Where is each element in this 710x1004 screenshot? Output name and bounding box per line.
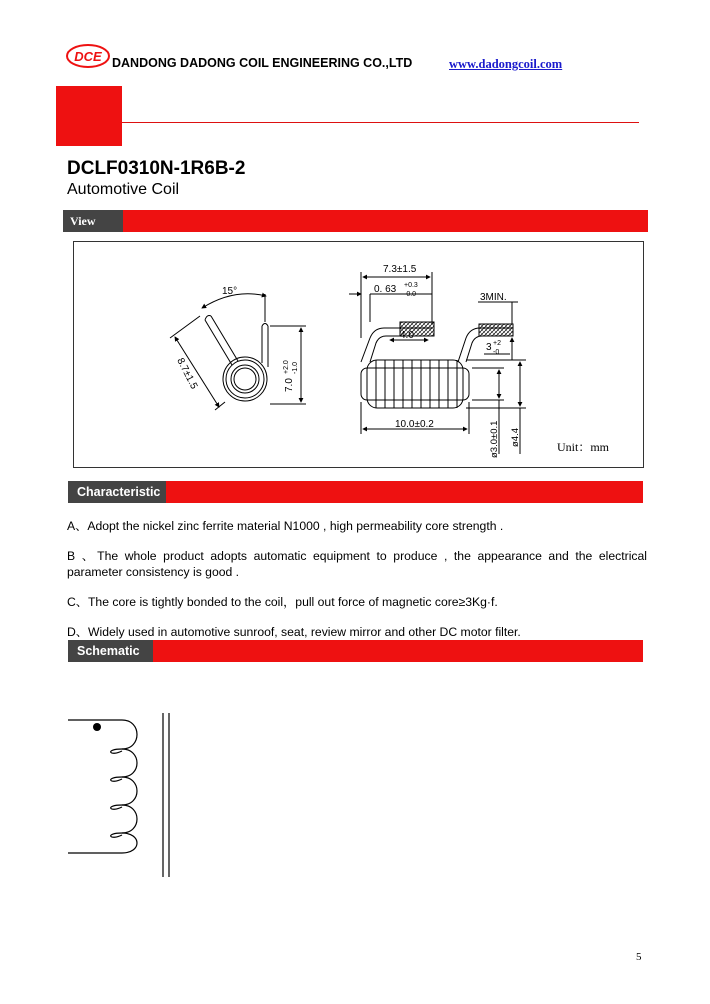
part-number: DCLF0310N-1R6B-2: [67, 158, 246, 179]
company-name: DANDONG DADONG COIL ENGINEERING CO.,LTD: [112, 56, 413, 70]
svg-text:0. 63: 0. 63: [374, 284, 397, 295]
schematic-section-title: Schematic: [68, 640, 153, 662]
view-section-bar: [63, 210, 648, 232]
unit-label: Unit：mm: [557, 440, 610, 454]
min-spec-label: 3MIN.: [480, 292, 507, 303]
view-section-title: View: [63, 210, 123, 232]
schematic-section-bar: [68, 640, 643, 662]
lead-length-label: 7.3±1.5: [383, 264, 417, 275]
characteristic-item-d: D、Widely used in automotive sunroof, seat, review mirror and other DC motor filter.: [67, 625, 521, 639]
polarity-dot: [93, 723, 101, 731]
outer-diameter-label: ø4.4: [510, 427, 521, 447]
characteristic-item-b: B 、The whole product adopts automatic equipment to produce , the appearance and the electrical parameter consistency is good .: [67, 549, 647, 579]
height-dim-label: [283, 360, 299, 392]
angle-label: 15°: [222, 286, 238, 297]
characteristic-section-title: Characteristic: [68, 481, 166, 503]
logo-text: DCE: [74, 49, 102, 64]
core-diameter-label: ø3.0±0.1: [489, 420, 500, 458]
svg-text:-0.0: -0.0: [404, 291, 417, 298]
svg-text:-1.0: -1.0: [292, 361, 299, 374]
characteristic-item-a: A、Adopt the nickel zinc ferrite material N1000 , high permeability core strength .: [67, 519, 504, 533]
dimension-drawing: [73, 241, 644, 468]
svg-text:+2: +2: [493, 340, 501, 347]
inductor-schematic: [60, 705, 190, 885]
svg-text:7.0: 7.0: [284, 378, 295, 392]
company-logo: [66, 44, 110, 68]
body-length-label: 10.0±0.2: [395, 419, 434, 430]
website-link[interactable]: www.dadongcoil.com: [449, 57, 563, 71]
lead-offset-label: [374, 282, 418, 298]
svg-text:+2.0: +2.0: [283, 360, 290, 374]
brand-block: [56, 86, 122, 146]
characteristic-item-c: C、The core is tightly bonded to the coil，pull out force of magnetic core≥3Kg·f.: [67, 595, 498, 609]
svg-text:+0.3: +0.3: [404, 282, 418, 289]
svg-text:3: 3: [486, 342, 492, 353]
svg-text:-0: -0: [493, 349, 500, 356]
leg-length-label: 8.7±1.5: [174, 356, 200, 392]
product-type: Automotive Coil: [67, 181, 180, 198]
page-number: 5: [636, 951, 642, 963]
strip-length-label: 4.0: [400, 330, 414, 341]
header-divider: [122, 122, 639, 123]
